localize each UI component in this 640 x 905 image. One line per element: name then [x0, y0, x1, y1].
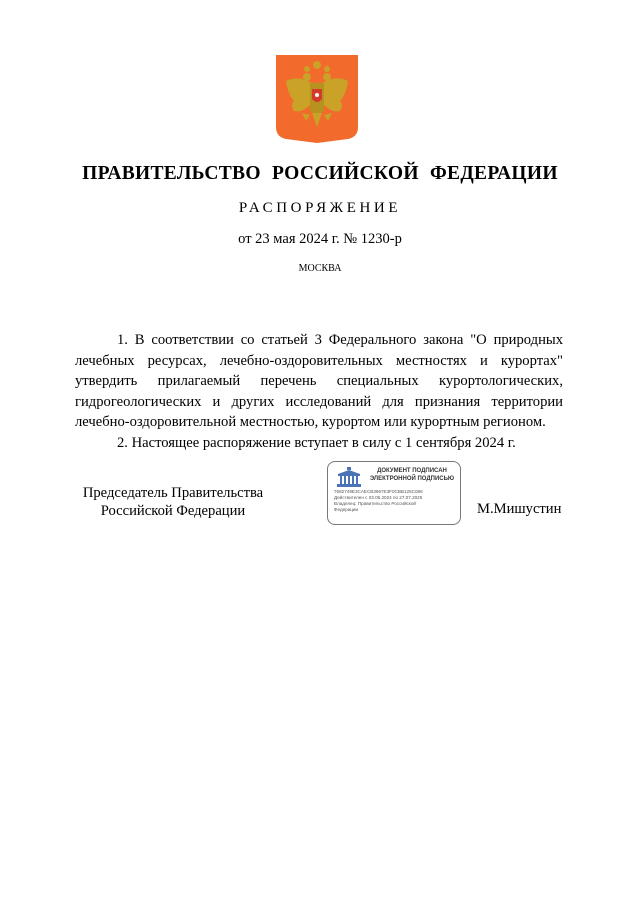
signatory-position-line1: Председатель Правительства — [82, 485, 264, 501]
paragraph-2: 2. Настоящее распоряжение вступает в силу с 1 сентября 2024 г. — [117, 434, 516, 451]
document-city: МОСКВА — [298, 263, 342, 274]
government-title: ПРАВИТЕЛЬСТВО РОССИЙСКОЙ ФЕДЕРАЦИИ — [82, 163, 558, 184]
stamp-owner-line2: Федерации — [334, 507, 359, 512]
paragraph-1: 1. В соответствии со статьей 3 Федерального закона "О природных лечебных ресурсах, лечебно-оздоровительных местностях и курортах" утвердить прилагаемый перечень специальных курортологических, гидрогеологических и других исследований для признания территории лечебно-оздоровительной местностью, курортом или курортным регионом. — [75, 332, 563, 430]
stamp-heading-line1: ДОКУМЕНТ ПОДПИСАН — [377, 468, 447, 474]
stamp-owner-line1: Владелец: Правительство Российской — [334, 501, 416, 506]
document-date-number: от 23 мая 2024 г. № 1230-р — [238, 231, 402, 247]
stamp-validity: Действителен с 03.05.2024 по 27.07.2025 — [334, 495, 423, 500]
electronic-signature-stamp — [327, 461, 461, 525]
stamp-heading-line2: ЭЛЕКТРОННОЙ ПОДПИСЬЮ — [369, 475, 455, 482]
russian-coat-of-arms-icon — [276, 55, 358, 143]
signatory-position — [78, 484, 268, 520]
stamp-certificate: 7682749E3CAECB3967E3F0CBB125C086 — [334, 489, 423, 494]
document-type: РАСПОРЯЖЕНИЕ — [238, 200, 402, 216]
signatory-name: М.Мишустин — [477, 501, 562, 517]
stamp-details — [334, 489, 458, 513]
stamp-heading — [366, 468, 458, 483]
document-body — [75, 330, 563, 453]
signatory-position-line2: Российской Федерации — [100, 503, 246, 519]
government-building-icon — [334, 466, 364, 488]
